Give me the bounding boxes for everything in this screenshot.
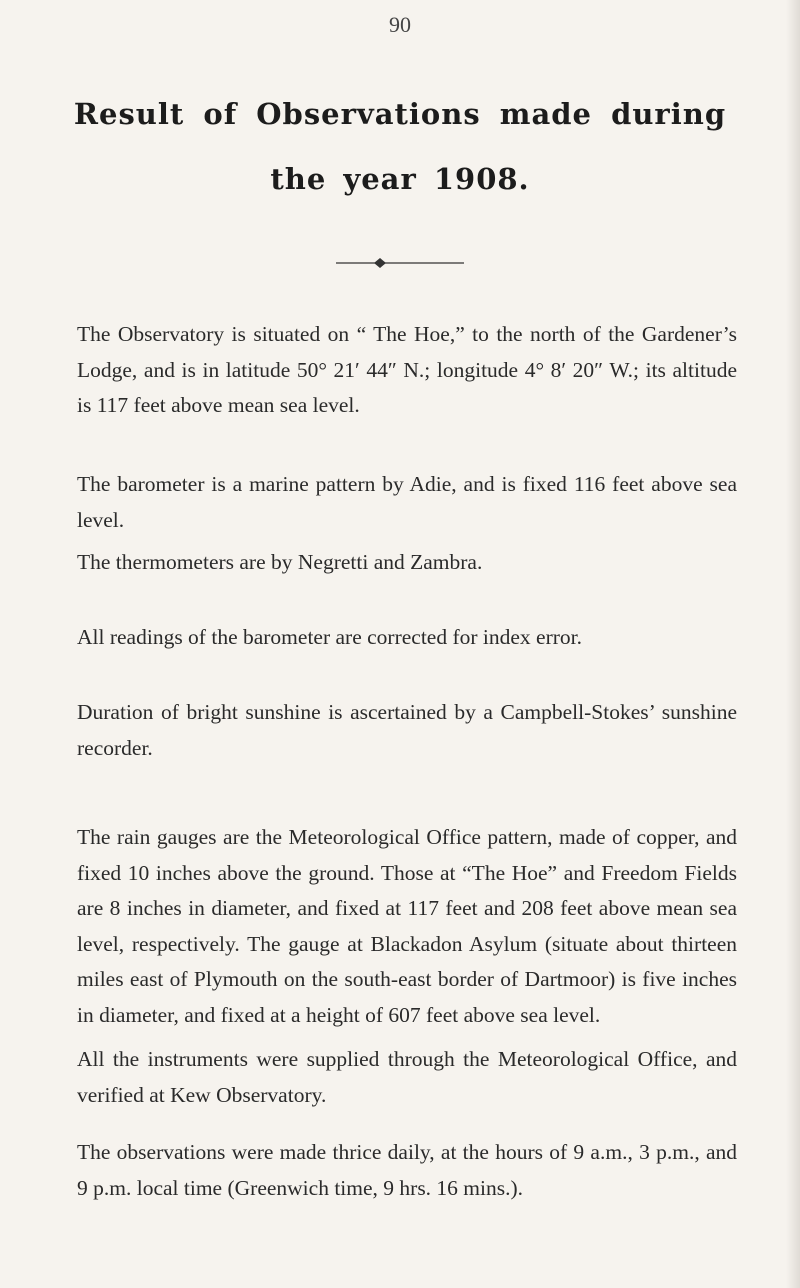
paragraph-readings: All readings of the barometer are corrected for index error. [77,625,583,649]
paragraph-location: The Observatory is situated on “ The Hoe,” to the north of the Gardener’s Lodge, and is in latitude 50° 21′ 44″ N.; longitude 4° 8′ 20″ W.; its altitude is 117 feet above mean sea level. [77,322,737,417]
paragraph-thermometers: The thermometers are by Negretti and Zambra. [77,550,483,574]
title-line-2: the year 1908. [270,162,530,196]
page-number: 90 [389,12,411,37]
paragraph-rain-gauges: The rain gauges are the Meteorological Office pattern, made of copper, and fixed 10 inches above the ground. Those at “The Hoe” and Freedom Fields are 8 inches in diameter, and fixed at 117 feet and 208 feet above mean sea level, respectively. The gauge at Blackadon Asylum (situate about thirteen miles east of Plymouth on the south-east border of Dartmoor) is five inches in diameter, and fixed at a height of 607 feet above sea level. [77,825,737,1027]
paragraph-observation-times: The observations were made thrice daily, at the hours of 9 a.m., 3 p.m., and 9 p.m. local time (Greenwich time, 9 hrs. 16 mins.). [77,1140,737,1200]
paragraph-instruments: All the instruments were supplied through the Meteorological Office, and verified at Kew Observatory. [77,1047,737,1107]
diamond-rule-icon [336,256,464,270]
paragraph-barometer: The barometer is a marine pattern by Adie, and is fixed 116 feet above sea level. [77,472,737,532]
paragraph-sunshine: Duration of bright sunshine is ascertained by a Campbell-Stokes’ sunshine recorder. [77,700,737,760]
title-line-1: Result of Observations made during [73,97,727,131]
